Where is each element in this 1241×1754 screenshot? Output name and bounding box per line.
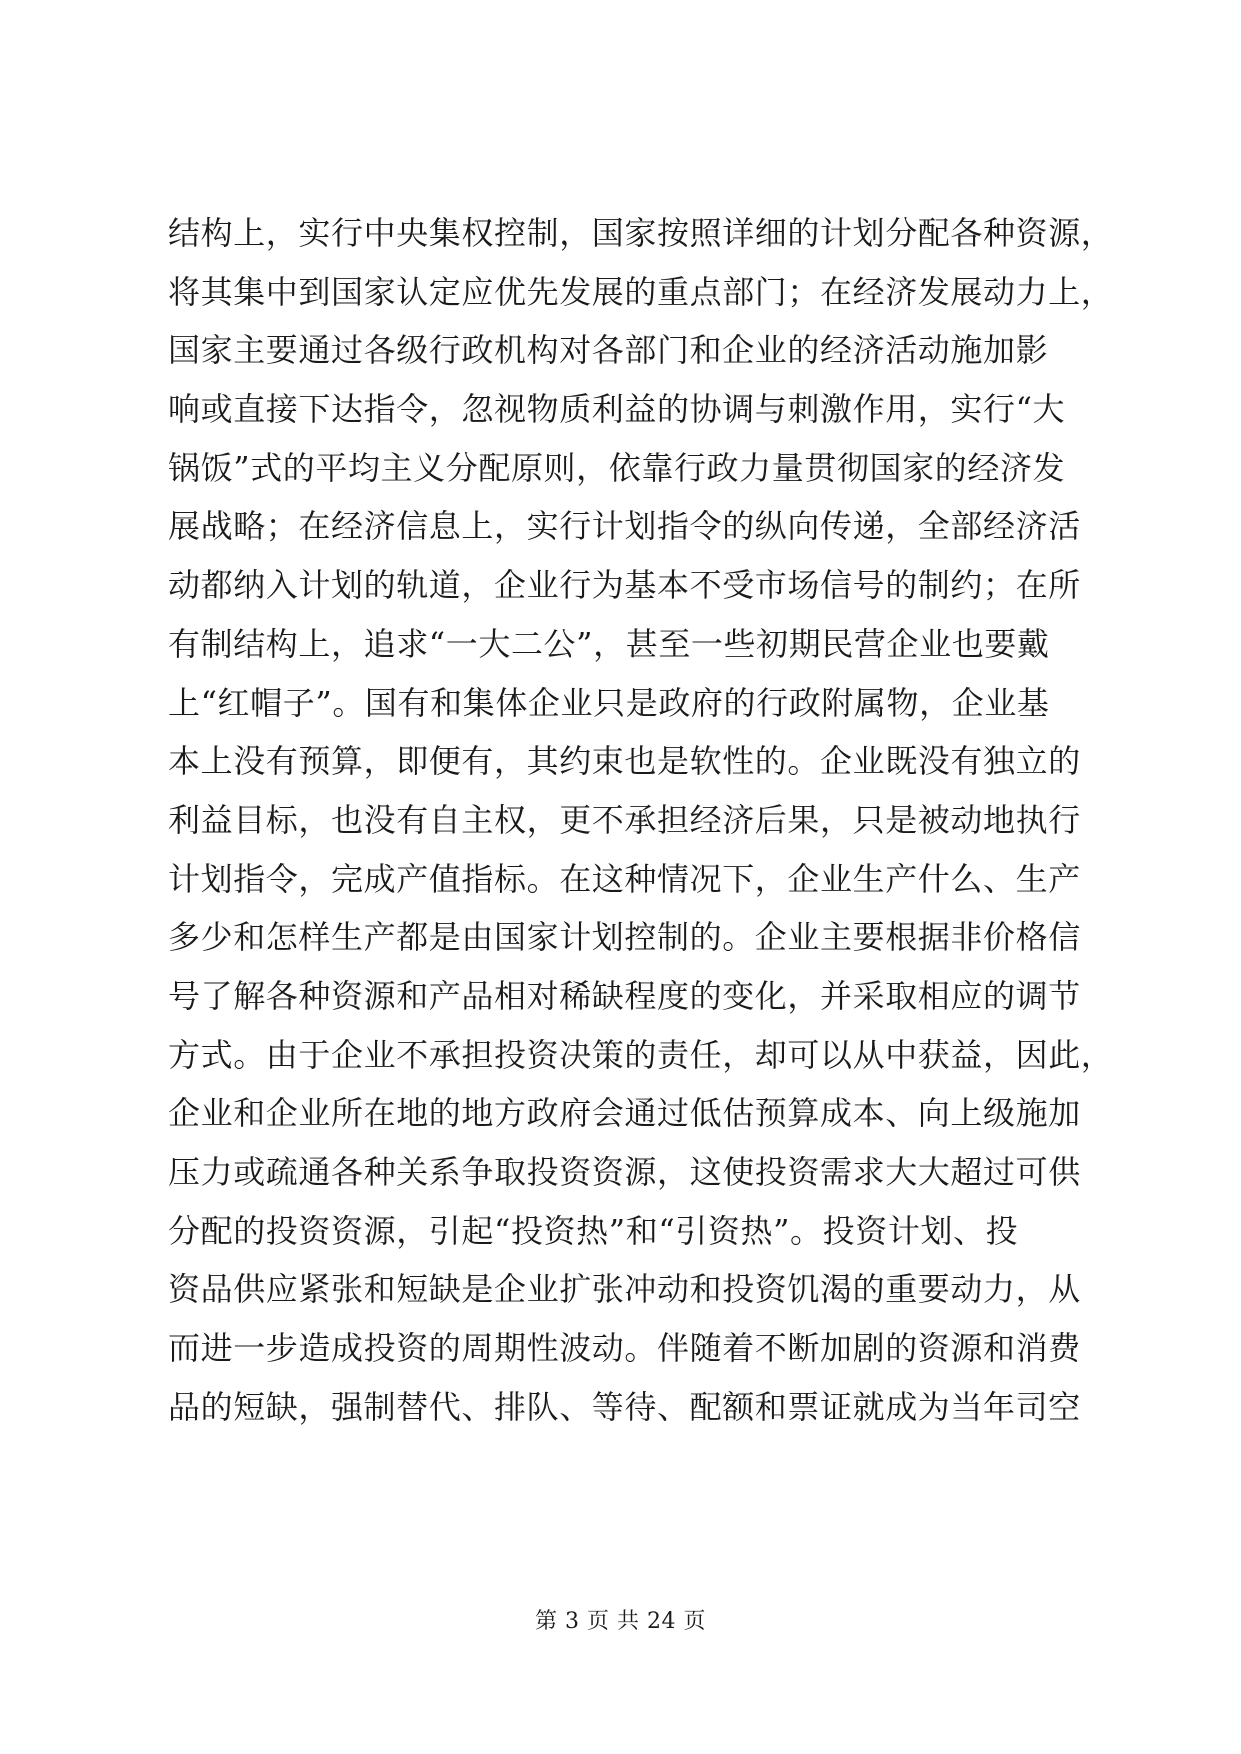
text-line: 号了解各种资源和产品相对稀缺程度的变化，并采取相应的调节 (168, 976, 1081, 1015)
text-line: 本上没有预算，即便有，其约束也是软性的。企业既没有独立的 (168, 742, 1081, 781)
text-line: 方式。由于企业不承担投资决策的责任，却可以从中获益，因此， (168, 1035, 1114, 1074)
text-line: 响或直接下达指令，忽视物质利益的协调与刺激作用，实行“大 (168, 390, 1066, 429)
text-line: 利益目标，也没有自主权，更不承担经济后果，只是被动地执行 (168, 800, 1081, 839)
text-line: 国家主要通过各级行政机构对各部门和企业的经济活动施加影 (168, 331, 1049, 370)
text-line: 上“红帽子”。国有和集体企业只是政府的行政附属物，企业基 (168, 683, 1050, 722)
text-line: 而进一步造成投资的周期性波动。伴随着不断加剧的资源和消费 (168, 1329, 1081, 1368)
text-line: 计划指令，完成产值指标。在这种情况下，企业生产什么、生产 (168, 859, 1081, 898)
text-line: 企业和企业所在地的地方政府会通过低估预算成本、向上级施加 (168, 1094, 1081, 1133)
text-line: 多少和怎样生产都是由国家计划控制的。企业主要根据非价格信 (168, 918, 1081, 957)
text-line: 展战略；在经济信息上，实行计划指令的纵向传递，全部经济活 (168, 507, 1081, 546)
body-text (168, 204, 1114, 1436)
text-line: 有制结构上，追求“一大二公”，甚至一些初期民营企业也要戴 (168, 624, 1050, 663)
page-number-footer: 第 3 页 共 24 页 (535, 1609, 706, 1634)
text-line: 结构上，实行中央集权控制，国家按照详细的计划分配各种资源， (168, 214, 1114, 252)
text-line: 将其集中到国家认定应优先发展的重点部门；在经济发展动力上， (168, 272, 1114, 311)
text-line: 品的短缺，强制替代、排队、等待、配额和票证就成为当年司空 (168, 1387, 1081, 1426)
text-line: 动都纳入计划的轨道，企业行为基本不受市场信号的制约；在所 (168, 566, 1081, 605)
text-line: 压力或疏通各种关系争取投资资源，这使投资需求大大超过可供 (168, 1153, 1081, 1191)
text-line: 锅饭”式的平均主义分配原则，依靠行政力量贯彻国家的经济发 (168, 448, 1066, 487)
text-line: 资品供应紧张和短缺是企业扩张冲动和投资饥渴的重要动力，从 (168, 1270, 1081, 1309)
text-line: 分配的投资资源，引起“投资热”和“引资热”。投资计划、投 (168, 1211, 1019, 1250)
